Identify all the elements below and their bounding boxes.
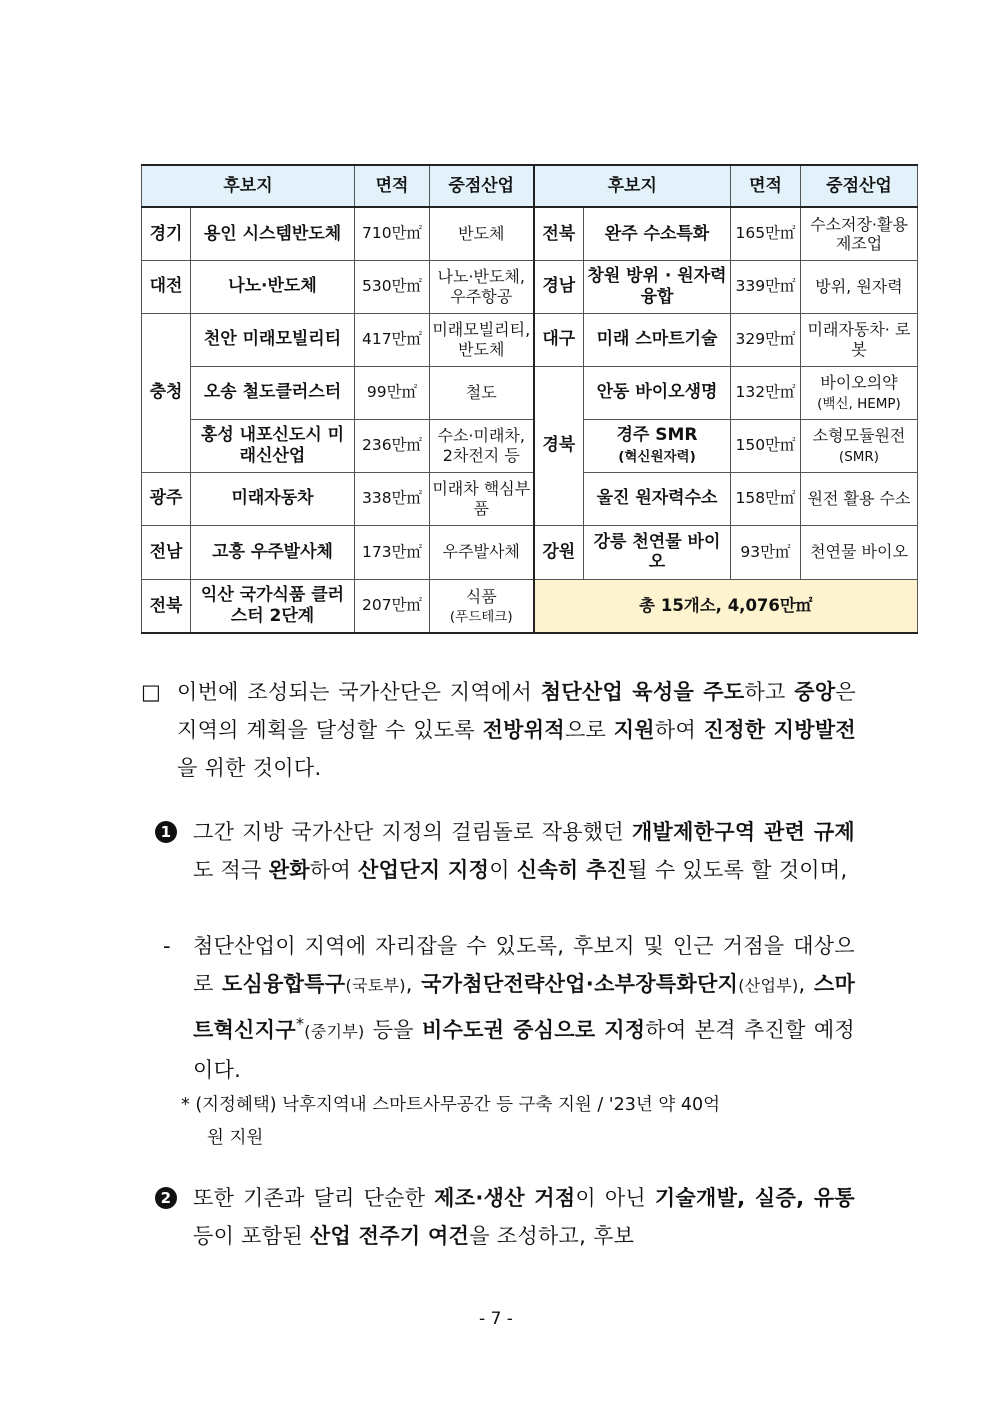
header-industry: 중점산업 bbox=[430, 165, 534, 207]
industry-cell: 미래차 핵심부품 bbox=[430, 472, 534, 525]
text-run: 등을 bbox=[364, 1018, 423, 1042]
bold-run: 중앙 bbox=[794, 680, 836, 704]
industry-cell: 우주발사체 bbox=[430, 525, 534, 579]
region-cell: 경남 bbox=[534, 260, 584, 313]
region-cell: 전북 bbox=[534, 207, 584, 260]
site-cell: 안동 바이오생명 bbox=[584, 366, 731, 419]
bold-run: 기술개발, 실증, 유통 bbox=[654, 1186, 855, 1210]
area-cell: 165만㎡ bbox=[731, 207, 801, 260]
text-run: 은 지역의 계획을 달성할 수 있도록 bbox=[177, 680, 856, 742]
site-subtext: (혁신원자력) bbox=[618, 448, 696, 465]
industry-cell: 미래모빌리티, 반도체 bbox=[430, 313, 534, 366]
text-run: 될 수 있도록 할 것이며, bbox=[627, 858, 848, 882]
area-cell: 99만㎡ bbox=[355, 366, 430, 419]
bold-run: 신속히 추진 bbox=[516, 858, 628, 882]
site-cell: 미래자동차 bbox=[191, 472, 355, 525]
area-cell: 417만㎡ bbox=[355, 313, 430, 366]
site-cell: 완주 수소특화 bbox=[584, 207, 731, 260]
ministry-note: (중기부) bbox=[304, 1022, 365, 1041]
bold-run: 제조·생산 거점 bbox=[434, 1186, 576, 1210]
text-run: 하여 bbox=[654, 718, 704, 742]
text-run: 으로 bbox=[564, 718, 614, 742]
site-cell: 나노·반도체 bbox=[191, 260, 355, 313]
item-2-text bbox=[193, 1179, 855, 1255]
industry-text: 식품 bbox=[465, 586, 497, 606]
footnote-line: * (지정혜택) 낙후지역내 스마트사무공간 등 구축 지원 / '23년 약 40억 bbox=[181, 1095, 720, 1115]
region-cell: 충청 bbox=[142, 313, 191, 472]
text-run: 첨단산업이 지역에 자리잡을 수 있도록, 후보지 및 인근 거점을 대상으로 bbox=[193, 934, 855, 996]
paragraph-main bbox=[141, 673, 856, 787]
area-cell: 150만㎡ bbox=[731, 419, 801, 472]
industry-subtext: (SMR) bbox=[838, 448, 880, 465]
dash-bullet: - bbox=[163, 934, 171, 958]
industry-cell: 나노·반도체, 우주항공 bbox=[430, 260, 534, 313]
total-cell: 총 15개소, 4,076만㎡ bbox=[534, 579, 918, 633]
table-row bbox=[142, 525, 918, 579]
bold-run: 개발제한구역 관련 규제 bbox=[631, 820, 855, 844]
table-row bbox=[142, 366, 918, 419]
footnote-mark: * bbox=[295, 1014, 305, 1033]
item-1-badge-wrap bbox=[155, 813, 177, 851]
area-cell: 339만㎡ bbox=[731, 260, 801, 313]
checkbox-bullet: □ bbox=[141, 680, 162, 704]
bold-run: 국가첨단전략산업·소부장특화단지 bbox=[421, 972, 739, 996]
table-row bbox=[142, 579, 918, 633]
site-cell: 미래 스마트기술 bbox=[584, 313, 731, 366]
footnote-line: 원 지원 bbox=[207, 1128, 264, 1148]
table-row bbox=[142, 260, 918, 313]
text-run: 이 bbox=[489, 858, 517, 882]
industry-cell: 수소·미래차, 2차전지 등 bbox=[430, 419, 534, 472]
region-cell: 경북 bbox=[534, 366, 584, 525]
industry-cell: 수소저장·활용 제조업 bbox=[801, 207, 918, 260]
text-run: 을 위한 것이다. bbox=[177, 756, 322, 780]
header-site-right: 후보지 bbox=[534, 165, 731, 207]
table-row bbox=[142, 419, 918, 472]
site-cell: 홍성 내포신도시 미래신산업 bbox=[191, 419, 355, 472]
bold-run: 전방위적 bbox=[482, 718, 565, 742]
header-area: 면적 bbox=[355, 165, 430, 207]
industry-text: 바이오의약 bbox=[820, 373, 898, 393]
dash-item-text bbox=[193, 927, 855, 1089]
region-cell: 대전 bbox=[142, 260, 191, 313]
site-cell: 강릉 천연물 바이오 bbox=[584, 525, 731, 579]
region-cell: 광주 bbox=[142, 472, 191, 525]
industry-cell: 반도체 bbox=[430, 207, 534, 260]
text-run: 이 아닌 bbox=[575, 1186, 655, 1210]
industry-cell bbox=[430, 579, 534, 633]
text-run: , bbox=[798, 972, 814, 996]
bold-run: 비수도권 중심으로 지정 bbox=[422, 1018, 646, 1042]
bold-run: 산업 전주기 여건 bbox=[309, 1224, 470, 1248]
table-header-row bbox=[142, 165, 918, 207]
site-text: 경주 SMR bbox=[616, 425, 698, 446]
text-run: 을 조성하고, 후보 bbox=[469, 1224, 635, 1248]
text-run: 이번에 조성되는 국가산단은 지역에서 bbox=[177, 680, 541, 704]
page-number: - 7 - bbox=[479, 1309, 513, 1329]
industry-cell bbox=[801, 366, 918, 419]
text-run: 그간 지방 국가산단 지정의 걸림돌로 작용했던 bbox=[193, 820, 632, 844]
area-cell: 93만㎡ bbox=[731, 525, 801, 579]
industry-cell bbox=[801, 419, 918, 472]
text-run: 도 적극 bbox=[193, 858, 269, 882]
paragraph-main-text bbox=[177, 673, 856, 787]
site-cell: 용인 시스템반도체 bbox=[191, 207, 355, 260]
industry-cell: 천연물 바이오 bbox=[801, 525, 918, 579]
bold-run: 첨단산업 육성을 주도 bbox=[540, 680, 745, 704]
bold-run: 도심융합특구 bbox=[221, 972, 346, 996]
area-cell: 329만㎡ bbox=[731, 313, 801, 366]
site-cell bbox=[584, 419, 731, 472]
header-industry-right: 중점산업 bbox=[801, 165, 918, 207]
area-cell: 710만㎡ bbox=[355, 207, 430, 260]
table-row bbox=[142, 472, 918, 525]
bold-run: 완화 bbox=[268, 858, 310, 882]
text-run: 또한 기존과 달리 단순한 bbox=[193, 1186, 435, 1210]
table-row bbox=[142, 207, 918, 260]
region-cell: 전북 bbox=[142, 579, 191, 633]
text-run: 등이 포함된 bbox=[193, 1224, 310, 1248]
industry-subtext: (백신, HEMP) bbox=[817, 395, 901, 412]
industry-cell: 원전 활용 수소 bbox=[801, 472, 918, 525]
industry-text: 소형모듈원전 bbox=[812, 426, 906, 446]
item-1 bbox=[155, 813, 855, 889]
area-cell: 530만㎡ bbox=[355, 260, 430, 313]
item-1-text bbox=[193, 813, 855, 889]
header-area-right: 면적 bbox=[731, 165, 801, 207]
area-cell: 236만㎡ bbox=[355, 419, 430, 472]
region-cell: 대구 bbox=[534, 313, 584, 366]
number-badge-icon: 1 bbox=[155, 821, 177, 843]
text-run: 하고 bbox=[744, 680, 795, 704]
site-cell: 창원 방위 · 원자력 융합 bbox=[584, 260, 731, 313]
region-cell: 경기 bbox=[142, 207, 191, 260]
site-cell: 천안 미래모빌리티 bbox=[191, 313, 355, 366]
dash-item bbox=[163, 927, 855, 1089]
candidate-sites-table bbox=[141, 164, 918, 634]
text-run: , bbox=[405, 972, 422, 996]
area-cell: 207만㎡ bbox=[355, 579, 430, 633]
industry-subtext: (푸드테크) bbox=[449, 608, 513, 625]
region-cell: 강원 bbox=[534, 525, 584, 579]
site-cell: 익산 국가식품 클러스터 2단계 bbox=[191, 579, 355, 633]
header-site: 후보지 bbox=[142, 165, 355, 207]
item-2 bbox=[155, 1179, 855, 1255]
area-cell: 158만㎡ bbox=[731, 472, 801, 525]
bold-run: 스마트혁신지구 bbox=[193, 972, 856, 1042]
region-cell: 전남 bbox=[142, 525, 191, 579]
text-run: 하여 bbox=[309, 858, 359, 882]
site-cell: 고흥 우주발사체 bbox=[191, 525, 355, 579]
text-run: 하여 본격 추진할 예정이다. bbox=[193, 1018, 855, 1082]
site-cell: 오송 철도클러스터 bbox=[191, 366, 355, 419]
area-cell: 338만㎡ bbox=[355, 472, 430, 525]
industry-cell: 철도 bbox=[430, 366, 534, 419]
bold-run: 산업단지 지정 bbox=[358, 858, 490, 882]
table-row bbox=[142, 313, 918, 366]
industry-cell: 방위, 원자력 bbox=[801, 260, 918, 313]
industry-cell: 미래자동차· 로봇 bbox=[801, 313, 918, 366]
area-cell: 173만㎡ bbox=[355, 525, 430, 579]
area-cell: 132만㎡ bbox=[731, 366, 801, 419]
footnote bbox=[181, 1089, 855, 1155]
bold-run: 진정한 지방발전 bbox=[703, 718, 857, 742]
bold-run: 지원 bbox=[613, 718, 655, 742]
ministry-note: (국토부) bbox=[345, 976, 406, 995]
site-cell: 울진 원자력수소 bbox=[584, 472, 731, 525]
number-badge-icon: 2 bbox=[155, 1187, 177, 1209]
ministry-note: (산업부) bbox=[738, 976, 799, 995]
item-2-badge-wrap bbox=[155, 1179, 177, 1217]
